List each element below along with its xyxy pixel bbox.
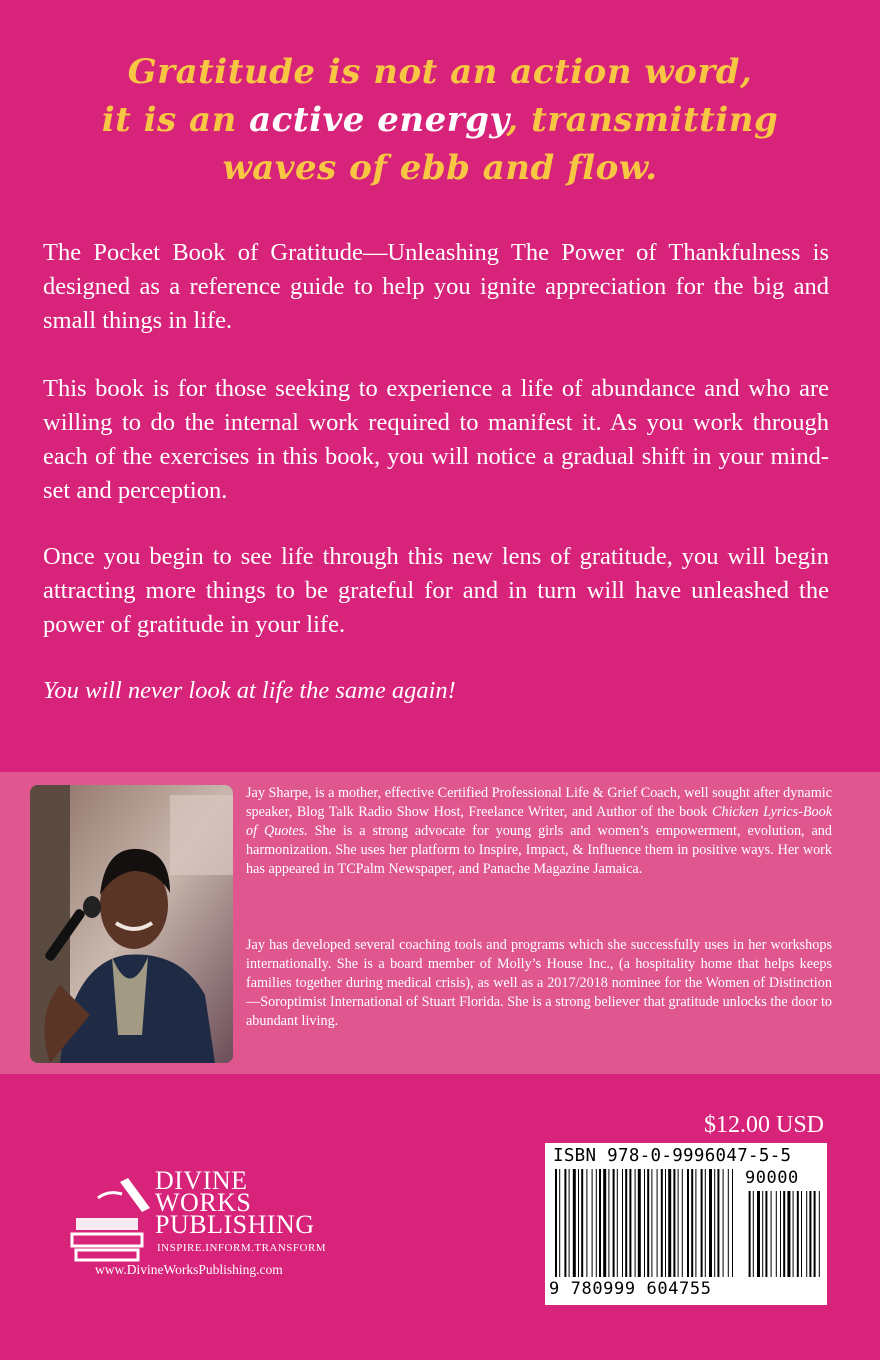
addon-bar: [806, 1191, 807, 1277]
barcode-bar: [599, 1169, 601, 1277]
book-title: Chicken Lyrics-Book of Quotes.: [246, 804, 832, 839]
barcode-bar: [622, 1169, 623, 1277]
publisher-url[interactable]: www.DivineWorksPublishing.com: [95, 1262, 283, 1277]
barcode-bar: [651, 1169, 652, 1277]
barcode-bar: [678, 1169, 679, 1277]
barcode-bar: [717, 1169, 719, 1277]
publisher-tagline: INSPIRE.INFORM.TRANSFORM: [157, 1242, 327, 1254]
isbn-label: ISBN 978-0-9996047-5-5: [553, 1146, 792, 1166]
addon-bar: [793, 1191, 794, 1277]
addon-bar: [814, 1191, 816, 1277]
addon-bar: [765, 1191, 767, 1277]
addon-bar: [797, 1191, 799, 1277]
author-photo: [30, 785, 233, 1063]
barcode-bar: [691, 1169, 693, 1277]
addon-bar: [749, 1191, 751, 1277]
barcode-bar: [732, 1169, 733, 1277]
barcode-bar: [559, 1169, 560, 1277]
addon-bar: [780, 1191, 781, 1277]
addon-bar: [819, 1191, 820, 1277]
addon-bar: [801, 1191, 802, 1277]
barcode-bar: [657, 1169, 658, 1277]
barcode-bar: [625, 1169, 627, 1277]
barcode-bar: [592, 1169, 593, 1277]
barcode-bar: [578, 1169, 579, 1277]
addon-bar: [809, 1191, 811, 1277]
barcode-bar: [608, 1169, 609, 1277]
closing-line: You will never look at life the same again!: [43, 677, 456, 704]
addon-bar: [787, 1191, 790, 1277]
addon-bar: [762, 1191, 763, 1277]
description-paragraph-1: The Pocket Book of Gratitude—Unleashing The Power of Thankfulness is designed as a reference guide to help you ignite appreciation for the big and small things in life.: [43, 239, 829, 334]
addon-bar: [783, 1191, 785, 1277]
barcode-bar: [596, 1169, 597, 1277]
barcode-bar: [564, 1169, 566, 1277]
barcode-bar: [668, 1169, 671, 1277]
barcode-bar: [629, 1169, 631, 1277]
description-paragraph-3: Once you begin to see life through this new lens of gratitude, you will begin attracting more things to be grateful for and in turn will have unleashed the power of gratitude in your life.: [43, 543, 829, 638]
barcode-bar: [709, 1169, 712, 1277]
addon-bar: [776, 1191, 777, 1277]
barcode-bar: [555, 1169, 557, 1277]
barcode-bar: [647, 1169, 649, 1277]
barcode-addon-digits: 90000: [745, 1168, 799, 1188]
barcode-bar: [603, 1169, 606, 1277]
description-paragraph-2: This book is for those seeking to experience a life of abundance and who are willing to do the internal work required to manifest it. As you work through each of the exercises in this book, you will notice a gradual shift in your mind-set and perception.: [43, 375, 829, 504]
barcode-bar: [673, 1169, 675, 1277]
barcode-bar: [682, 1169, 683, 1277]
barcode-bar: [714, 1169, 715, 1277]
barcode-bar: [723, 1169, 724, 1277]
barcode-digits: 9 780999 604755: [549, 1279, 712, 1299]
barcode-bar: [695, 1169, 696, 1277]
barcode-bar: [573, 1169, 576, 1277]
author-bio-paragraph-2: Jay has developed several coaching tools and programs which she successfully uses in her workshops internationally. She is a board member of Molly’s House Inc., (a hospitality home that helps keeps families together during medical crisis), as well as a 2017/2018 nominee for the Women of Distinction—Soroptimist International of Stuart Florida. She is a strong believer that gratitude unlocks the door to abundant living.: [246, 937, 832, 1029]
barcode-bar: [638, 1169, 641, 1277]
quote-line-1: Gratitude is not an action word,: [127, 52, 753, 92]
publisher-name: DIVINE WORKS PUBLISHING: [155, 1166, 315, 1239]
tagline-quote: [0, 48, 880, 192]
barcode-bar: [644, 1169, 645, 1277]
addon-bar: [771, 1191, 772, 1277]
isbn-barcode: [545, 1143, 827, 1305]
barcode-bar: [728, 1169, 729, 1277]
addon-bar: [757, 1191, 760, 1277]
barcode-bar: [617, 1169, 618, 1277]
barcode-bar: [581, 1169, 583, 1277]
barcode-bar: [613, 1169, 615, 1277]
barcode-bar: [635, 1169, 636, 1277]
quote-line-3: waves of ebb and flow.: [222, 148, 658, 188]
barcode-bar: [586, 1169, 587, 1277]
barcode-bar: [569, 1169, 570, 1277]
addon-bar: [753, 1191, 754, 1277]
author-bio-paragraph-1: Jay Sharpe, is a mother, effective Certified Professional Life & Grief Coach, well sought after dynamic speaker, Blog Talk Radio Show Host, Freelance Writer, and Author of the book Chicken Lyrics-Book of Quotes. She is a strong advocate for young girls and women’s empowerment, evolution, and harmonization. She uses her platform to Inspire, Impact, & Influence them in positive ways. Her work has appeared in TCPalm Newspaper, and Panache Magazine Jamaica.: [246, 785, 832, 877]
barcode-bar: [705, 1169, 706, 1277]
barcode-bar: [701, 1169, 703, 1277]
quote-line-2: it is an active energy, transmitting: [101, 100, 779, 140]
barcode-bar: [665, 1169, 666, 1277]
price: $12.00 USD: [703, 1112, 824, 1138]
barcode-bar: [661, 1169, 663, 1277]
barcode-bar: [687, 1169, 689, 1277]
quote-emphasis: active energy: [249, 100, 507, 140]
